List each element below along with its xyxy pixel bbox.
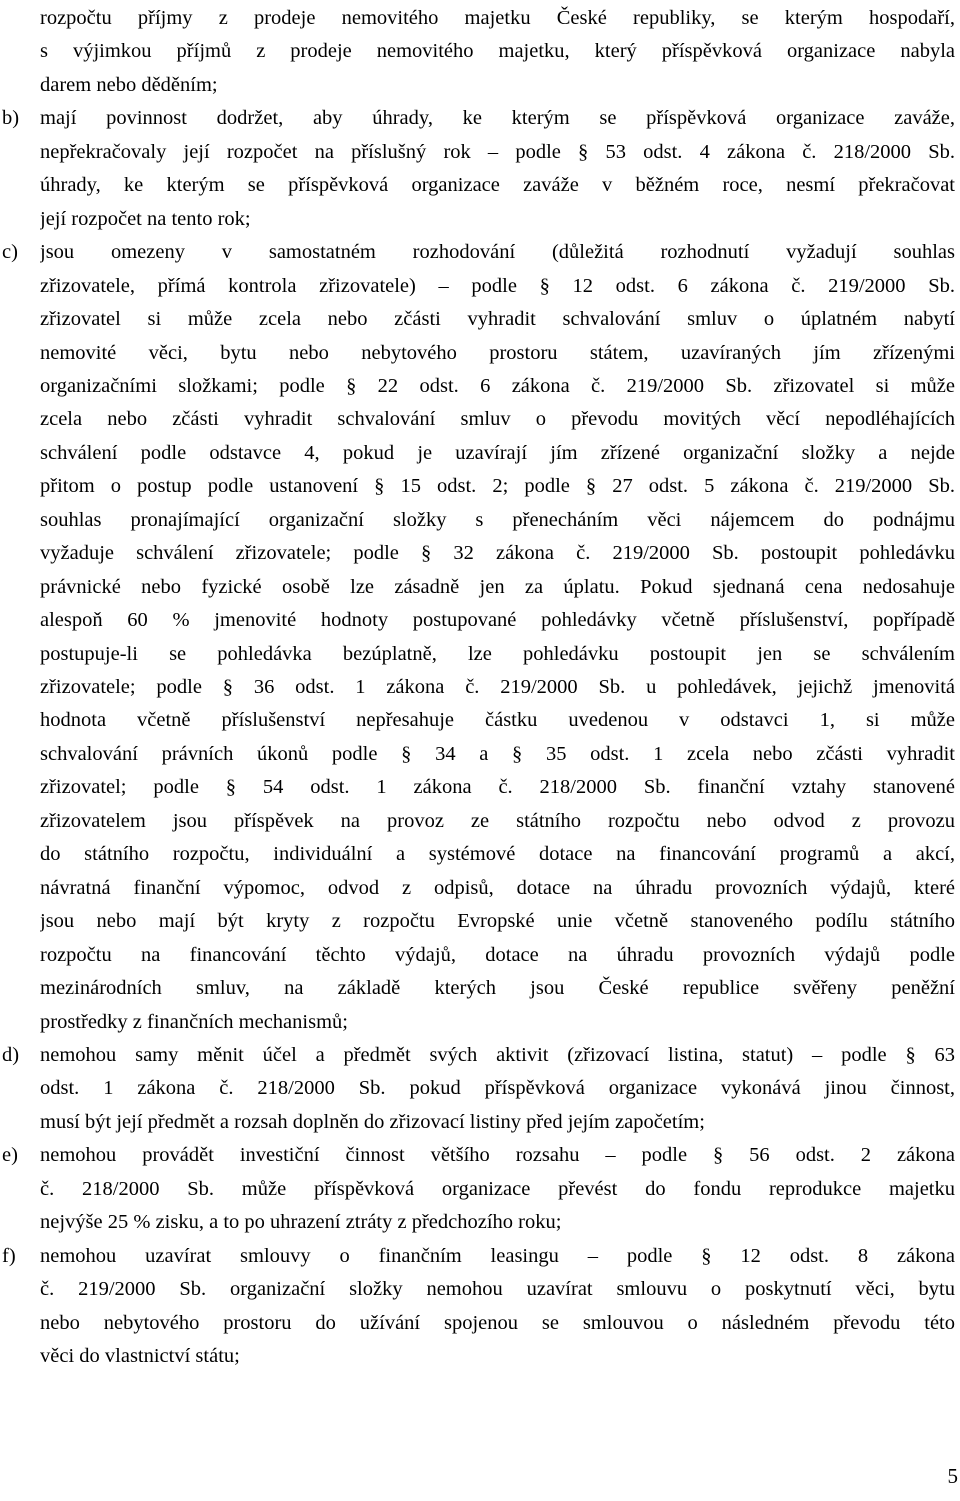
text-line — [0, 337, 960, 370]
line-text: zřizovatel; podle § 54 odst. 1 zákona č. 218/2000 Sb. finanční vztahy stanovené — [40, 776, 955, 799]
text-line — [0, 102, 960, 135]
text-line — [0, 203, 960, 236]
text-line — [0, 1206, 960, 1239]
text-line — [0, 738, 960, 771]
text-line — [0, 470, 960, 503]
line-text: hodnota včetně příslušenství nepřesahuje částku uvedenou v odstavci 1, si může — [40, 709, 955, 732]
text-line — [0, 1240, 960, 1273]
line-text: zřizovatelem jsou příspěvek na provoz ze státního rozpočtu nebo odvod z provozu — [40, 809, 955, 832]
text-line — [0, 1106, 960, 1139]
line-text: schvalování právních úkonů podle § 34 a § 35 odst. 1 zcela nebo zčásti vyhradit — [40, 742, 955, 765]
text-line — [0, 136, 960, 169]
text-line — [0, 437, 960, 470]
text-line — [0, 370, 960, 403]
line-text: návratná finanční výpomoc, odvod z odpisů, dotace na úhradu provozních výdajů, které — [40, 876, 955, 899]
line-text: musí být její předmět a rozsah doplněn do zřizovací listiny před jejím započetím; — [40, 1110, 705, 1133]
line-text: nejvýše 25 % zisku, a to po uhrazení ztráty z předchozího roku; — [40, 1211, 562, 1234]
line-text: schválení podle odstavce 4, pokud je uzavírají jím zřízené organizační složky a nejde — [40, 441, 955, 464]
text-line — [0, 69, 960, 102]
line-text: zřizovatele, přímá kontrola zřizovatele) – podle § 12 odst. 6 zákona č. 219/2000 Sb. — [40, 274, 955, 297]
line-text: prostředky z finančních mechanismů; — [40, 1010, 348, 1033]
text-line — [0, 704, 960, 737]
text-line — [0, 1072, 960, 1105]
text-line — [0, 1006, 960, 1039]
list-item-label: b) — [2, 107, 20, 130]
text-line — [0, 1307, 960, 1340]
line-text: úhrady, ke kterým se příspěvková organizace zaváže v běžném roce, nesmí překračovat — [40, 174, 955, 197]
line-text: zřizovatele; podle § 36 odst. 1 zákona č. 219/2000 Sb. u pohledávek, jejichž jmenovitá — [40, 676, 955, 698]
page-number: 5 — [947, 1464, 958, 1488]
text-line — [0, 905, 960, 938]
line-text: nemohou samy měnit účel a předmět svých aktivit (zřizovací listina, statut) – podle § 63 — [40, 1043, 955, 1066]
line-text: nemohou provádět investiční činnost většího rozsahu – podle § 56 odst. 2 zákona — [40, 1144, 955, 1167]
text-line — [0, 504, 960, 537]
list-item-label: f) — [2, 1244, 16, 1267]
list-item-label: c) — [2, 241, 18, 264]
text-line — [0, 671, 960, 704]
line-text: alespoň 60 % jmenovité hodnoty postupované pohledávky včetně příslušenství, popřípadě — [40, 609, 955, 632]
line-text: darem nebo děděním; — [40, 73, 218, 96]
line-text: zcela nebo zčásti vyhradit schvalování smluv o převodu movitých věcí nepodléhajících — [40, 408, 955, 431]
line-text: nepřekračovaly její rozpočet na příslušný rok – podle § 53 odst. 4 zákona č. 218/2000 Sb. — [40, 140, 955, 163]
text-line — [0, 1273, 960, 1306]
line-text: nemohou uzavírat smlouvy o finančním leasingu – podle § 12 odst. 8 zákona — [40, 1244, 955, 1267]
text-line — [0, 169, 960, 202]
text-line — [0, 1173, 960, 1206]
text-line — [0, 604, 960, 637]
line-text: č. 219/2000 Sb. organizační složky nemohou uzavírat smlouvu o poskytnutí věci, bytu — [40, 1278, 955, 1301]
text-line — [0, 872, 960, 905]
list-item-label: d) — [2, 1043, 20, 1066]
line-text: zřizovatel si může zcela nebo zčásti vyhradit schvalování smluv o úplatném nabytí — [40, 308, 955, 331]
line-text: mezinárodních smluv, na základě kterých jsou České republice svěřeny peněžní — [40, 977, 955, 1000]
text-line — [0, 35, 960, 68]
text-line — [0, 838, 960, 871]
text-line — [0, 303, 960, 336]
line-text: rozpočtu na financování těchto výdajů, dotace na úhradu provozních výdajů podle — [40, 943, 955, 966]
text-line — [0, 2, 960, 35]
line-text: rozpočtu příjmy z prodeje nemovitého majetku České republiky, se kterým hospodaří, — [40, 7, 955, 29]
text-line — [0, 939, 960, 972]
line-text: přitom o postup podle ustanovení § 15 odst. 2; podle § 27 odst. 5 zákona č. 219/2000 Sb. — [40, 475, 955, 498]
line-text: mají povinnost dodržet, aby úhrady, ke kterým se příspěvková organizace zaváže, — [40, 107, 955, 130]
line-text: jsou omezeny v samostatném rozhodování (důležitá rozhodnutí vyžadují souhlas — [40, 241, 955, 264]
text-line — [0, 1340, 960, 1373]
text-line — [0, 270, 960, 303]
line-text: organizačními složkami; podle § 22 odst. 6 zákona č. 219/2000 Sb. zřizovatel si může — [40, 374, 955, 397]
line-text: vyžaduje schválení zřizovatele; podle § 32 zákona č. 219/2000 Sb. postoupit pohledávku — [40, 542, 955, 565]
text-line — [0, 1139, 960, 1172]
line-text: s výjimkou příjmů z prodeje nemovitého majetku, který příspěvková organizace nabyla — [40, 40, 955, 63]
line-text: do státního rozpočtu, individuální a systémové dotace na financování programů a akcí, — [40, 843, 955, 866]
text-line — [0, 403, 960, 436]
line-text: nebo nebytového prostoru do užívání spojenou se smlouvou o následném převodu této — [40, 1311, 955, 1334]
text-line — [0, 236, 960, 269]
text-line — [0, 771, 960, 804]
line-text: nemovité věci, bytu nebo nebytového prostoru státem, uzavíraných jím zřízenými — [40, 341, 955, 364]
line-text: právnické nebo fyzické osobě lze zásadně jen za úplatu. Pokud sjednaná cena nedosahuje — [40, 575, 955, 598]
text-line — [0, 571, 960, 604]
line-text: č. 218/2000 Sb. může příspěvková organizace převést do fondu reprodukce majetku — [40, 1177, 955, 1200]
line-text: věci do vlastnictví státu; — [40, 1345, 240, 1367]
text-line — [0, 805, 960, 838]
text-line — [0, 1039, 960, 1072]
text-line — [0, 638, 960, 671]
line-text: odst. 1 zákona č. 218/2000 Sb. pokud příspěvková organizace vykonává jinou činnost, — [40, 1077, 955, 1100]
line-text: souhlas pronajímající organizační složky s přenecháním věci nájemcem do podnájmu — [40, 508, 955, 531]
list-item-label: e) — [2, 1144, 18, 1167]
line-text: postupuje-li se pohledávka bezúplatně, lze pohledávku postoupit jen se schválením — [40, 642, 955, 665]
text-line — [0, 537, 960, 570]
text-line — [0, 972, 960, 1005]
line-text: jsou nebo mají být kryty z rozpočtu Evropské unie včetně stanoveného podílu státního — [40, 910, 955, 933]
line-text: její rozpočet na tento rok; — [40, 207, 251, 230]
